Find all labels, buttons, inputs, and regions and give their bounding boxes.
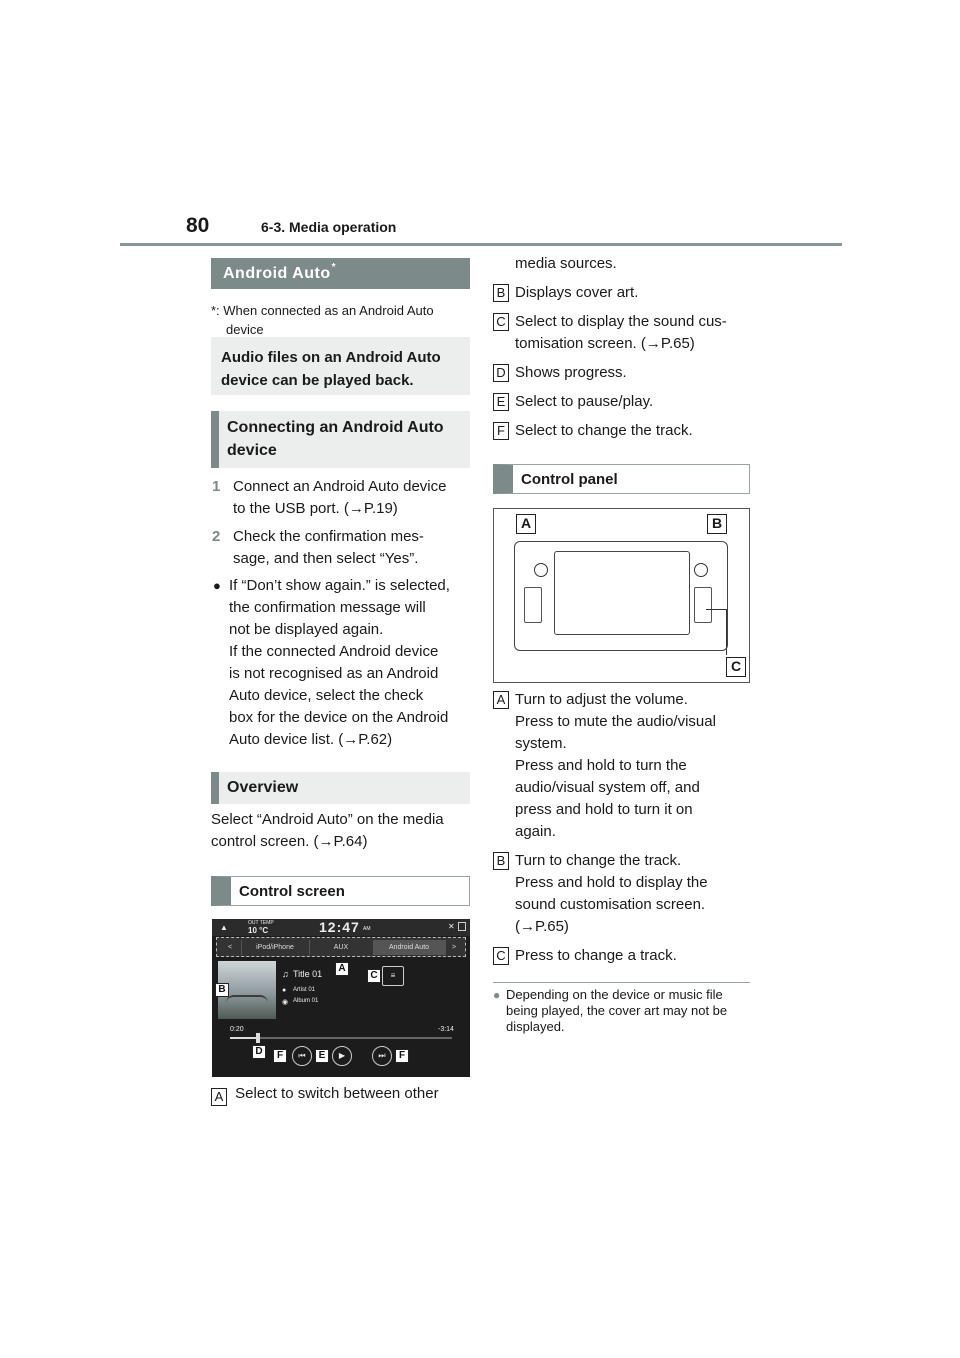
step-2-number: 2: [212, 528, 221, 545]
panel-legend-line: again.: [515, 823, 556, 840]
callout-e: E: [315, 1049, 329, 1063]
home-icon: ▲: [220, 923, 228, 932]
callout-d: D: [252, 1045, 266, 1059]
screen-legend-label-f: F: [493, 422, 509, 440]
control-screen-image: [212, 919, 470, 1077]
panel-legend-line: system.: [515, 735, 567, 752]
connecting-heading-line-1: Connecting an Android Auto: [227, 419, 444, 436]
artist-name: Artist 01: [293, 987, 316, 993]
connecting-heading: [211, 411, 470, 468]
callout-f-right: F: [395, 1049, 409, 1063]
overview-line-2: control screen. (→P.64): [211, 833, 368, 850]
panel-legend-line: Press to change a track.: [515, 947, 677, 964]
battery-icon: [458, 922, 466, 931]
tab-back-icon[interactable]: <: [219, 940, 242, 955]
panel-legend-label-c: C: [493, 947, 509, 965]
sound-settings-icon[interactable]: ≡: [382, 966, 404, 986]
panel-legend-label-a: A: [493, 691, 509, 709]
asterisk-note-line-1: *: When connected as an Android Auto: [211, 303, 434, 318]
play-pause-icon[interactable]: ▶: [332, 1046, 352, 1066]
clock: 12:47: [319, 919, 360, 935]
screen-legend-line: Shows progress.: [515, 364, 627, 381]
progress-bar[interactable]: [230, 1037, 452, 1039]
elapsed-time: 0:20: [230, 1026, 244, 1033]
android-auto-heading: [211, 258, 470, 289]
connecting-heading-line-2: device: [227, 442, 277, 459]
track-title: Title 01: [293, 969, 323, 979]
head-unit-display: [554, 551, 690, 635]
step-1-number: 1: [212, 478, 221, 495]
panel-legend-line: audio/visual system off, and: [515, 779, 700, 796]
control-panel-heading: Control panel: [493, 464, 750, 494]
leader-line-h: [706, 609, 726, 610]
overview-line-1: Select “Android Auto” on the media: [211, 811, 444, 828]
progress-handle[interactable]: [256, 1033, 260, 1043]
album-icon: ◉: [282, 999, 289, 1006]
bluetooth-icon: ✕: [448, 922, 455, 931]
bullet-line-7: box for the device on the Android: [229, 709, 449, 726]
bullet-line-2: the confirmation message will: [229, 599, 426, 616]
legend-a-continued: media sources.: [515, 255, 617, 272]
note-bullet-icon: ●: [493, 988, 501, 1002]
step-1-line-1: Connect an Android Auto device: [233, 478, 447, 495]
screen-legend-list: [493, 282, 758, 449]
remaining-time: -3:14: [438, 1026, 454, 1033]
right-buttons[interactable]: [694, 587, 712, 623]
bullet-line-6: Auto device, select the check: [229, 687, 424, 704]
step-1: [211, 476, 473, 520]
screen-legend-label-e: E: [493, 393, 509, 411]
tab-next-icon[interactable]: >: [451, 944, 457, 951]
screen-legend-label-d: D: [493, 364, 509, 382]
heading-asterisk: *: [331, 262, 337, 273]
control-panel-image: [493, 508, 750, 683]
bullet-note-lines: [211, 575, 475, 751]
artist-icon: ●: [282, 987, 287, 994]
screen-legend-item-e: [493, 391, 758, 413]
screen-legend-line: tomisation screen. (→P.65): [515, 335, 695, 352]
callout-a: A: [335, 962, 349, 976]
step-2-line-2: sage, and then select “Yes”.: [233, 550, 419, 567]
asterisk-note-line-2: device: [226, 322, 264, 337]
panel-legend-line: Turn to adjust the volume.: [515, 691, 688, 708]
cover-art-note: [493, 987, 755, 1035]
panel-callout-c: C: [726, 657, 746, 677]
screen-legend-line: Select to change the track.: [515, 422, 693, 439]
source-tabs: [216, 937, 466, 957]
screen-legend-line: Displays cover art.: [515, 284, 639, 301]
control-screen-heading: Control screen: [211, 876, 470, 906]
panel-legend-line: sound customisation screen.: [515, 896, 706, 913]
step-2: [211, 526, 473, 570]
step-2-line-1: Check the confirmation mes-: [233, 528, 424, 545]
tab-ipod[interactable]: iPod/iPhone: [241, 940, 310, 955]
note-line-1: Depending on the device or music file: [506, 987, 723, 1002]
panel-legend-line: press and hold to turn it on: [515, 801, 693, 818]
panel-callout-b: B: [707, 514, 727, 534]
overview-text: [211, 809, 473, 853]
bullet-dot-icon: ●: [213, 578, 221, 593]
screen-legend-item-d: [493, 362, 758, 384]
note-line-2: being played, the cover art may not be: [506, 1003, 728, 1018]
note-lines: [493, 987, 755, 1035]
panel-legend-item-a: [493, 689, 758, 843]
screen-legend-label-c: C: [493, 313, 509, 331]
intro-line-2: device can be played back.: [221, 372, 414, 389]
leader-line-v: [726, 609, 727, 655]
screen-legend-line: Select to display the sound cus-: [515, 313, 727, 330]
previous-track-icon[interactable]: ⏮: [292, 1046, 312, 1066]
android-auto-heading-text: Android Auto: [223, 264, 331, 282]
panel-legend-line: Press and hold to turn the: [515, 757, 687, 774]
music-note-icon: ♫: [282, 969, 289, 979]
album-name: Album 01: [293, 998, 319, 1004]
panel-legend-label-b: B: [493, 852, 509, 870]
bullet-note: [211, 575, 475, 751]
volume-knob[interactable]: [534, 563, 548, 577]
bullet-line-1: If “Don’t show again.” is selected,: [229, 577, 450, 594]
tab-android-auto[interactable]: Android Auto: [373, 940, 446, 955]
screen-legend-item-b: [493, 282, 758, 304]
tab-aux[interactable]: AUX: [309, 940, 374, 955]
out-temp-label: OUT TEMP: [248, 920, 274, 926]
overview-heading: Overview: [211, 772, 470, 804]
bullet-line-8: Auto device list. (→P.62): [229, 731, 393, 748]
screen-status-bar: [212, 919, 470, 936]
note-rule: [493, 982, 750, 983]
next-track-icon[interactable]: ⏭: [372, 1046, 392, 1066]
tune-knob[interactable]: [694, 563, 708, 577]
panel-legend-list: [493, 689, 758, 974]
screen-legend-item-c: [493, 311, 758, 355]
step-1-line-2: to the USB port. (→P.19): [233, 500, 398, 517]
am-pm: AM: [363, 926, 371, 932]
section-title: 6-3. Media operation: [261, 219, 397, 235]
out-temp-value: 10 °C: [248, 926, 269, 935]
panel-callout-a: A: [516, 514, 536, 534]
header-rule: [120, 243, 842, 246]
panel-legend-item-b: [493, 850, 758, 938]
left-buttons[interactable]: [524, 587, 542, 623]
panel-legend-line: (→P.65): [515, 918, 569, 935]
intro-box: [211, 337, 470, 395]
panel-legend-line: Press to mute the audio/visual: [515, 713, 716, 730]
callout-b: B: [215, 983, 229, 997]
bullet-line-5: is not recognised as an Android: [229, 665, 439, 682]
legend-a-label: A: [211, 1088, 227, 1106]
page-number: 80: [186, 214, 210, 237]
asterisk-note: [211, 301, 473, 339]
callout-c: C: [367, 969, 381, 983]
progress-fill: [230, 1037, 258, 1039]
bullet-line-3: not be displayed again.: [229, 621, 384, 638]
screen-legend-line: Select to pause/play.: [515, 393, 654, 410]
panel-legend-item-c: [493, 945, 758, 967]
screen-legend-item-f: [493, 420, 758, 442]
intro-line-1: Audio files on an Android Auto: [221, 349, 441, 366]
callout-f-left: F: [273, 1049, 287, 1063]
bullet-line-4: If the connected Android device: [229, 643, 439, 660]
legend-a: [211, 1083, 473, 1106]
legend-a-line-1: Select to switch between other: [235, 1085, 439, 1102]
panel-legend-line: Turn to change the track.: [515, 852, 682, 869]
note-line-3: displayed.: [506, 1019, 565, 1034]
bridge-shape: [226, 995, 268, 1003]
panel-legend-line: Press and hold to display the: [515, 874, 708, 891]
screen-legend-label-b: B: [493, 284, 509, 302]
